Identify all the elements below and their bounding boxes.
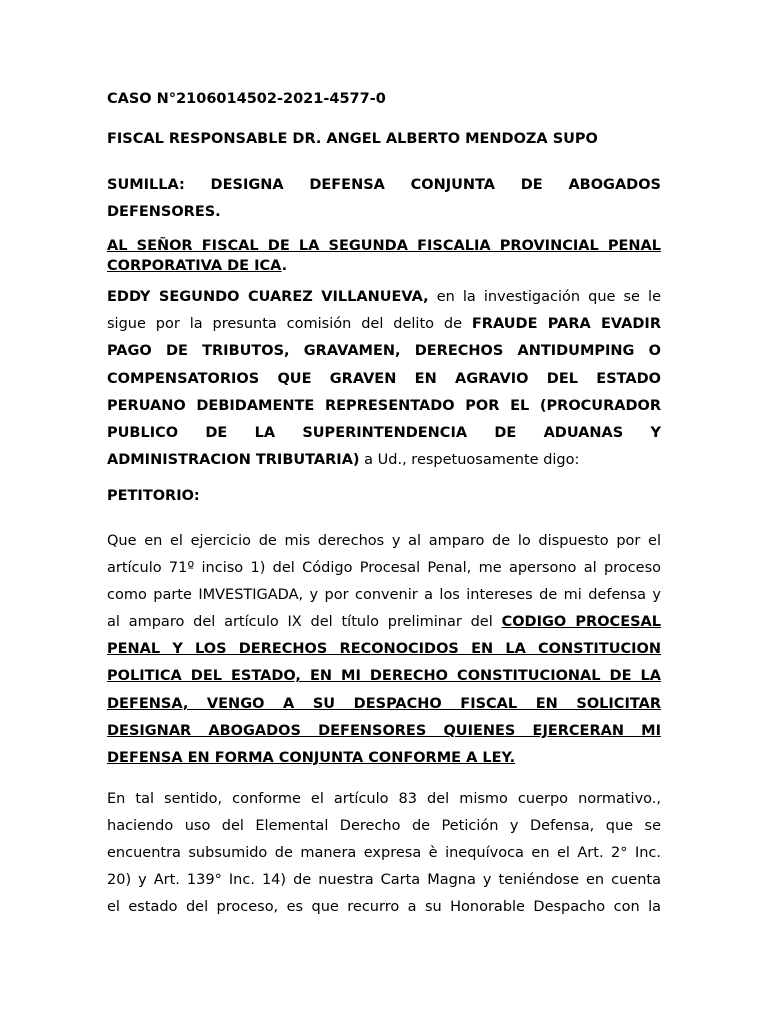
petitorio-line-4b: CODIGO PROCESAL bbox=[501, 614, 662, 631]
petitorio-line-1: Que en el ejercicio de mis derechos y al amparo de lo dispuesto por el bbox=[107, 533, 661, 549]
sentido-line-2: haciendo uso del Elemental Derecho de Petición y Defensa, que se bbox=[107, 818, 661, 835]
petitorio-line-7: DEFENSA, VENGO A SU DESPACHO FISCAL EN SOLICITAR bbox=[107, 695, 661, 712]
petitorio-heading bbox=[107, 488, 661, 504]
intro-line-7a: ADMINISTRACION TRIBUTARIA) bbox=[107, 452, 360, 469]
defendant-name: EDDY SEGUNDO CUAREZ VILLANUEVA, bbox=[107, 289, 429, 305]
petitorio-line-3: como parte IMVESTIGADA, y por convenir a los intereses de mi defensa y bbox=[107, 587, 661, 604]
sentido-line-3: encuentra subsumido de manera expresa è inequívoca en el Art. 2° Inc. bbox=[107, 845, 661, 862]
intro-line-2a: sigue por la presunta comisión del delito de bbox=[107, 316, 472, 333]
petitorio-line-4a: al amparo del artículo IX del título preliminar del bbox=[107, 614, 502, 631]
intro-line-6: PUBLICO DE LA SUPERINTENDENCIA DE ADUANAS Y bbox=[107, 425, 661, 442]
sentido-line-4: 20) y Art. 139° Inc. 14) de nuestra Carta Magna y teniéndose en cuenta bbox=[107, 872, 661, 889]
intro-line-3: PAGO DE TRIBUTOS, GRAVAMEN, DERECHOS ANTIDUMPING O bbox=[107, 343, 661, 360]
fiscal-responsable bbox=[107, 131, 661, 147]
intro-line-7b: a Ud., respetuosamente digo: bbox=[359, 452, 580, 469]
petitorio-line-9: DEFENSA EN FORMA CONJUNTA CONFORME A LEY. bbox=[107, 749, 516, 766]
case-number bbox=[107, 91, 661, 107]
sumilla bbox=[107, 172, 661, 226]
sentido-line-5: el estado del proceso, es que recurro a su Honorable Despacho con la bbox=[107, 899, 661, 916]
intro-line-2b: FRAUDE PARA EVADIR bbox=[471, 316, 661, 333]
fiscal-responsable-text: FISCAL RESPONSABLE DR. ANGEL ALBERTO MENDOZA SUPO bbox=[107, 131, 598, 147]
intro-paragraph bbox=[107, 284, 661, 474]
addressee-period: . bbox=[281, 258, 288, 274]
petitorio-line-6: POLITICA DEL ESTADO, EN MI DERECHO CONSTITUCIONAL DE LA bbox=[107, 668, 661, 685]
petitorio-line-8: DESIGNAR ABOGADOS DEFENSORES QUIENES EJERCERAN MI bbox=[107, 722, 661, 739]
intro-line-5: PERUANO DEBIDAMENTE REPRESENTADO POR EL (PROCURADOR bbox=[107, 397, 661, 414]
petitorio-line-2: artículo 71º inciso 1) del Código Procesal Penal, me apersono al proceso bbox=[107, 560, 661, 577]
addressee-line-2: CORPORATIVA DE ICA bbox=[107, 258, 282, 274]
addressee-line-1: AL SEÑOR FISCAL DE LA SEGUNDA FISCALIA PROVINCIAL PENAL bbox=[107, 238, 661, 254]
intro-line-4: COMPENSATORIOS QUE GRAVEN EN AGRAVIO DEL ESTADO bbox=[107, 370, 661, 387]
addressee bbox=[107, 236, 661, 276]
case-number-text: CASO N°2106014502-2021-4577-0 bbox=[107, 91, 386, 107]
petitorio-line-5: PENAL Y LOS DERECHOS RECONOCIDOS EN LA CONSTITUCION bbox=[107, 641, 661, 658]
petitorio-paragraph bbox=[107, 528, 661, 772]
sumilla-line-2: DEFENSORES. bbox=[107, 204, 221, 220]
petitorio-heading-text: PETITORIO: bbox=[107, 488, 200, 504]
intro-line-1: en la investigación que se le bbox=[428, 289, 662, 305]
sentido-paragraph bbox=[107, 786, 661, 921]
sentido-line-1: En tal sentido, conforme el artículo 83 del mismo cuerpo normativo., bbox=[107, 791, 661, 807]
sumilla-line-1: SUMILLA: DESIGNA DEFENSA CONJUNTA DE ABOGADOS bbox=[107, 177, 661, 193]
